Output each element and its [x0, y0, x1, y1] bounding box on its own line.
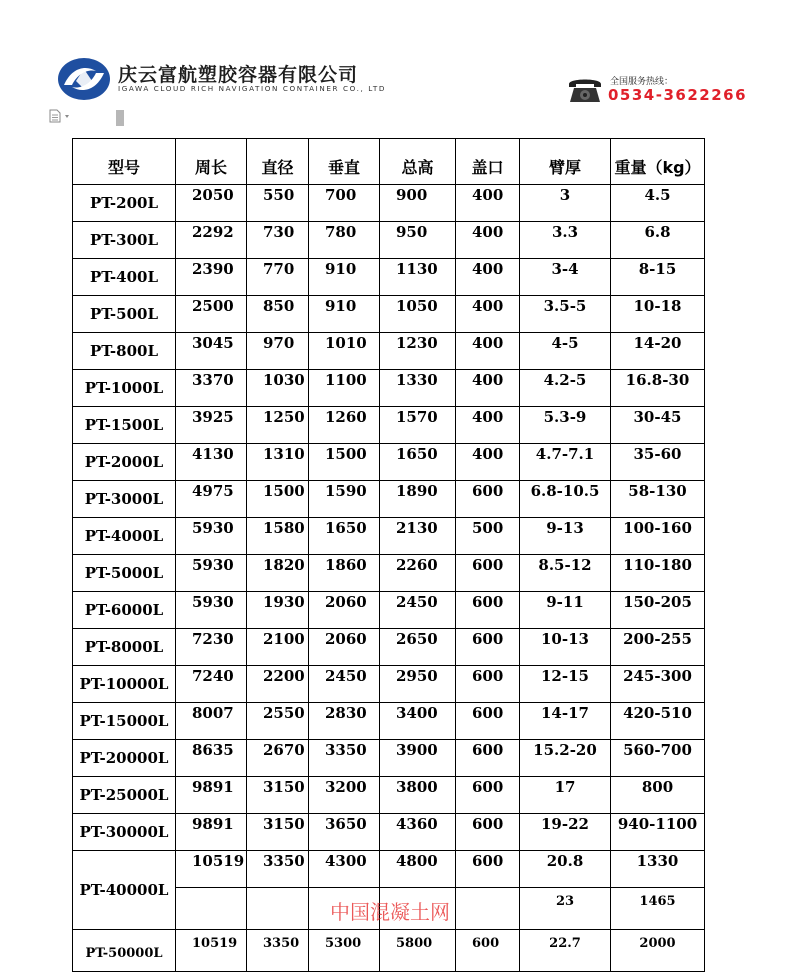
value-cell: 1010	[309, 333, 380, 370]
value-cell: 2500	[176, 296, 247, 333]
table-header-row	[73, 139, 705, 185]
value-cell: 1860	[309, 555, 380, 592]
value-cell: 600	[456, 814, 520, 851]
value-cell: 2100	[247, 629, 309, 666]
table-row	[73, 518, 705, 555]
value-cell: 2450	[309, 666, 380, 703]
column-header: 盖口	[456, 139, 520, 185]
table-row	[73, 222, 705, 259]
value-cell: 3150	[247, 777, 309, 814]
table-row	[73, 851, 705, 888]
model-cell: PT-200L	[73, 185, 176, 222]
hotline-label: 全国服务热线：	[610, 77, 674, 87]
value-cell: 1650	[309, 518, 380, 555]
value-cell: 4130	[176, 444, 247, 481]
value-cell: 7230	[176, 629, 247, 666]
model-cell: PT-6000L	[73, 592, 176, 629]
value-cell: 3800	[380, 777, 456, 814]
value-cell: 1330	[611, 851, 705, 888]
model-cell: PT-1000L	[73, 370, 176, 407]
value-cell: 600	[456, 930, 520, 972]
value-cell: 30-45	[611, 407, 705, 444]
value-cell: 2200	[247, 666, 309, 703]
value-cell: 16.8-30	[611, 370, 705, 407]
value-cell: 1500	[309, 444, 380, 481]
value-cell: 2130	[380, 518, 456, 555]
value-cell: 4975	[176, 481, 247, 518]
value-cell: 3350	[247, 851, 309, 888]
value-cell: 19-22	[520, 814, 611, 851]
value-cell: 6.8	[611, 222, 705, 259]
value-cell: 1130	[380, 259, 456, 296]
value-cell: 2650	[380, 629, 456, 666]
value-cell: 1465	[611, 888, 705, 930]
model-cell: PT-3000L	[73, 481, 176, 518]
company-logo-icon	[56, 55, 112, 103]
table-row	[73, 481, 705, 518]
model-cell: PT-50000L	[73, 930, 176, 972]
value-cell: 600	[456, 777, 520, 814]
value-cell: 10-13	[520, 629, 611, 666]
value-cell: 400	[456, 222, 520, 259]
value-cell: 20.8	[520, 851, 611, 888]
text-cursor	[116, 110, 124, 126]
value-cell: 600	[456, 740, 520, 777]
value-cell: 3	[520, 185, 611, 222]
table-row	[73, 703, 705, 740]
empty-cell	[456, 888, 520, 930]
empty-cell	[176, 888, 247, 930]
value-cell: 5930	[176, 518, 247, 555]
table-row	[73, 629, 705, 666]
table-row	[73, 740, 705, 777]
value-cell: 14-17	[520, 703, 611, 740]
value-cell: 15.2-20	[520, 740, 611, 777]
value-cell: 9891	[176, 777, 247, 814]
value-cell: 1570	[380, 407, 456, 444]
letterhead	[0, 0, 798, 135]
value-cell: 900	[380, 185, 456, 222]
value-cell: 1590	[309, 481, 380, 518]
value-cell: 500	[456, 518, 520, 555]
value-cell: 2292	[176, 222, 247, 259]
column-header: 直径	[247, 139, 309, 185]
model-cell: PT-15000L	[73, 703, 176, 740]
value-cell: 400	[456, 259, 520, 296]
telephone-icon	[566, 75, 604, 105]
value-cell: 23	[520, 888, 611, 930]
model-cell: PT-2000L	[73, 444, 176, 481]
column-header: 总高	[380, 139, 456, 185]
value-cell: 600	[456, 851, 520, 888]
watermark: 中国混凝土网	[330, 900, 450, 924]
company-name-english: IGAWA CLOUD RICH NAVIGATION CONTAINER CO., LTD	[118, 84, 386, 93]
value-cell: 2390	[176, 259, 247, 296]
value-cell: 1250	[247, 407, 309, 444]
value-cell: 800	[611, 777, 705, 814]
value-cell: 600	[456, 666, 520, 703]
value-cell: 1310	[247, 444, 309, 481]
value-cell: 3-4	[520, 259, 611, 296]
value-cell: 4300	[309, 851, 380, 888]
value-cell: 910	[309, 296, 380, 333]
value-cell: 3150	[247, 814, 309, 851]
value-cell: 10519	[176, 851, 247, 888]
model-cell: PT-20000L	[73, 740, 176, 777]
value-cell: 8-15	[611, 259, 705, 296]
value-cell: 1050	[380, 296, 456, 333]
table-row	[73, 370, 705, 407]
value-cell: 4-5	[520, 333, 611, 370]
value-cell: 1580	[247, 518, 309, 555]
value-cell: 550	[247, 185, 309, 222]
model-cell: PT-800L	[73, 333, 176, 370]
model-cell: PT-1500L	[73, 407, 176, 444]
value-cell: 1030	[247, 370, 309, 407]
table-row	[73, 296, 705, 333]
column-header: 垂直	[309, 139, 380, 185]
value-cell: 400	[456, 185, 520, 222]
value-cell: 4.5	[611, 185, 705, 222]
empty-cell	[247, 888, 309, 930]
table-row	[73, 407, 705, 444]
table-row	[73, 185, 705, 222]
value-cell: 10-18	[611, 296, 705, 333]
value-cell: 5.3-9	[520, 407, 611, 444]
column-header: 臂厚	[520, 139, 611, 185]
value-cell: 3900	[380, 740, 456, 777]
value-cell: 400	[456, 333, 520, 370]
value-cell: 1230	[380, 333, 456, 370]
model-cell: PT-500L	[73, 296, 176, 333]
value-cell: 200-255	[611, 629, 705, 666]
value-cell: 1930	[247, 592, 309, 629]
model-cell: PT-400L	[73, 259, 176, 296]
value-cell: 2550	[247, 703, 309, 740]
value-cell: 2000	[611, 930, 705, 972]
value-cell: 110-180	[611, 555, 705, 592]
value-cell: 8635	[176, 740, 247, 777]
model-cell: PT-40000L	[73, 851, 176, 930]
table-row	[73, 814, 705, 851]
value-cell: 1650	[380, 444, 456, 481]
value-cell: 2450	[380, 592, 456, 629]
table-row	[73, 555, 705, 592]
value-cell: 910	[309, 259, 380, 296]
model-cell: PT-5000L	[73, 555, 176, 592]
value-cell: 4800	[380, 851, 456, 888]
value-cell: 2050	[176, 185, 247, 222]
value-cell: 420-510	[611, 703, 705, 740]
value-cell: 940-1100	[611, 814, 705, 851]
value-cell: 1890	[380, 481, 456, 518]
model-cell: PT-8000L	[73, 629, 176, 666]
column-header: 重量（kg）	[611, 139, 705, 185]
value-cell: 10519	[176, 930, 247, 972]
value-cell: 9-13	[520, 518, 611, 555]
spec-table	[72, 138, 705, 972]
company-name-chinese: 庆云富航塑胶容器有限公司	[118, 64, 359, 86]
value-cell: 950	[380, 222, 456, 259]
value-cell: 2060	[309, 629, 380, 666]
column-header: 周长	[176, 139, 247, 185]
value-cell: 8.5-12	[520, 555, 611, 592]
table-row	[73, 666, 705, 703]
value-cell: 150-205	[611, 592, 705, 629]
value-cell: 1100	[309, 370, 380, 407]
value-cell: 560-700	[611, 740, 705, 777]
model-cell: PT-10000L	[73, 666, 176, 703]
value-cell: 245-300	[611, 666, 705, 703]
value-cell: 6.8-10.5	[520, 481, 611, 518]
value-cell: 22.7	[520, 930, 611, 972]
value-cell: 600	[456, 592, 520, 629]
value-cell: 58-130	[611, 481, 705, 518]
value-cell: 9891	[176, 814, 247, 851]
value-cell: 850	[247, 296, 309, 333]
table-row	[73, 259, 705, 296]
model-cell: PT-30000L	[73, 814, 176, 851]
value-cell: 3370	[176, 370, 247, 407]
value-cell: 3.3	[520, 222, 611, 259]
value-cell: 700	[309, 185, 380, 222]
table-row	[73, 592, 705, 629]
value-cell: 1500	[247, 481, 309, 518]
table-row	[73, 333, 705, 370]
value-cell: 3200	[309, 777, 380, 814]
value-cell: 35-60	[611, 444, 705, 481]
value-cell: 8007	[176, 703, 247, 740]
value-cell: 600	[456, 703, 520, 740]
value-cell: 400	[456, 296, 520, 333]
value-cell: 4360	[380, 814, 456, 851]
model-cell: PT-4000L	[73, 518, 176, 555]
table-row	[73, 444, 705, 481]
value-cell: 3045	[176, 333, 247, 370]
value-cell: 400	[456, 370, 520, 407]
value-cell: 770	[247, 259, 309, 296]
value-cell: 780	[309, 222, 380, 259]
value-cell: 3925	[176, 407, 247, 444]
value-cell: 2950	[380, 666, 456, 703]
value-cell: 1820	[247, 555, 309, 592]
value-cell: 9-11	[520, 592, 611, 629]
value-cell: 4.7-7.1	[520, 444, 611, 481]
value-cell: 730	[247, 222, 309, 259]
value-cell: 5930	[176, 555, 247, 592]
value-cell: 3350	[247, 930, 309, 972]
value-cell: 17	[520, 777, 611, 814]
value-cell: 400	[456, 407, 520, 444]
value-cell: 600	[456, 629, 520, 666]
value-cell: 1330	[380, 370, 456, 407]
table-row	[73, 930, 705, 972]
value-cell: 3650	[309, 814, 380, 851]
hotline-number: 0534-3622266	[608, 86, 748, 104]
value-cell: 5930	[176, 592, 247, 629]
model-cell: PT-25000L	[73, 777, 176, 814]
value-cell: 7240	[176, 666, 247, 703]
value-cell: 5300	[309, 930, 380, 972]
value-cell: 1260	[309, 407, 380, 444]
value-cell: 12-15	[520, 666, 611, 703]
value-cell: 3400	[380, 703, 456, 740]
value-cell: 100-160	[611, 518, 705, 555]
value-cell: 3.5-5	[520, 296, 611, 333]
value-cell: 400	[456, 444, 520, 481]
value-cell: 2060	[309, 592, 380, 629]
table-body	[73, 185, 705, 972]
value-cell: 600	[456, 555, 520, 592]
value-cell: 970	[247, 333, 309, 370]
value-cell: 600	[456, 481, 520, 518]
value-cell: 2670	[247, 740, 309, 777]
value-cell: 3350	[309, 740, 380, 777]
model-cell: PT-300L	[73, 222, 176, 259]
column-header: 型号	[73, 139, 176, 185]
value-cell: 2260	[380, 555, 456, 592]
value-cell: 2830	[309, 703, 380, 740]
table-row	[73, 777, 705, 814]
value-cell: 14-20	[611, 333, 705, 370]
document-menu-icon[interactable]	[48, 109, 72, 123]
value-cell: 5800	[380, 930, 456, 972]
value-cell: 4.2-5	[520, 370, 611, 407]
